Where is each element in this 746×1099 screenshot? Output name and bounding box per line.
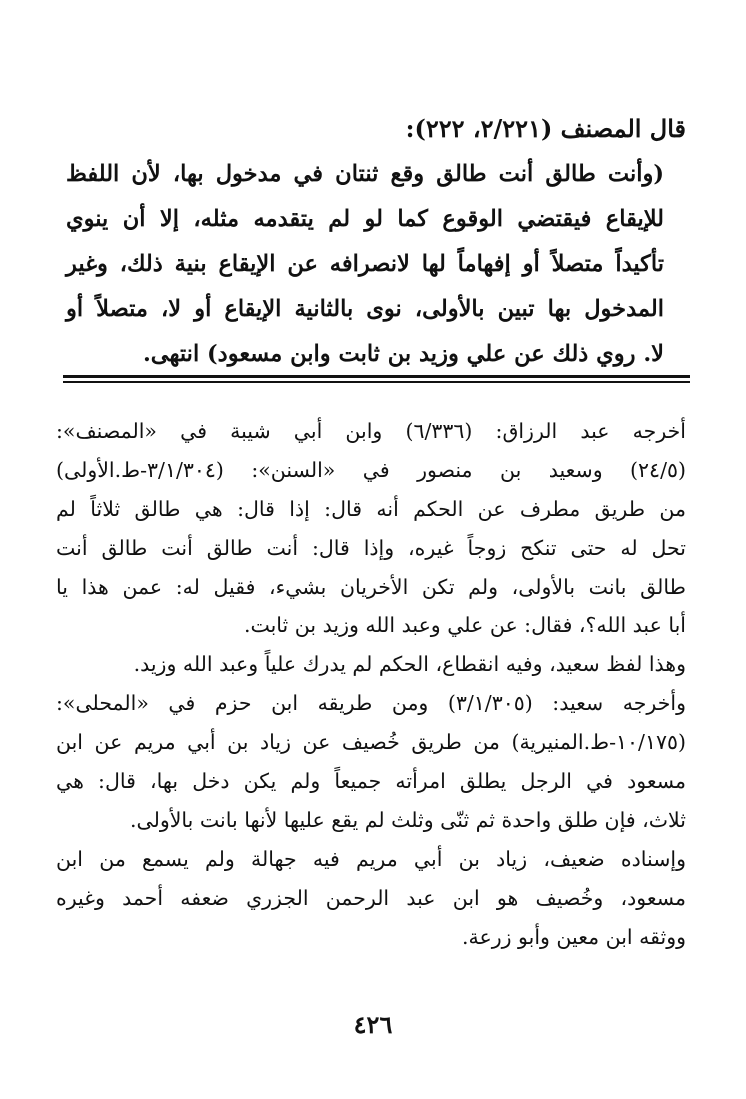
section-heading: قال المصنف (٢/٢٢١، ٢٢٢): (405, 114, 686, 143)
commentary-line: وأخرجه سعيد: (٣/١/٣٠٥) ومن طريقه ابن حزم في «المحلى»: (56, 691, 686, 716)
quote-line: المدخول بها تبين بالأولى، نوى بالثانية الإيقاع أو لا، متصلاً أو (66, 296, 664, 322)
commentary-line: تحل له حتى تنكح زوجاً غيره، وإذا قال: أنت طالق أنت طالق أنت (56, 535, 686, 560)
double-rule-thick (63, 375, 690, 378)
page-number: ٤٢٦ (353, 1010, 393, 1039)
commentary-line: (٢٤/٥) وسعيد بن منصور في «السنن»: (٣/١/٣٠٤-ط.الأولى) (56, 457, 686, 482)
commentary-line: أخرجه عبد الرزاق: (٦/٣٣٦) وابن أبي شيبة في «المصنف»: (56, 419, 687, 443)
commentary-line: (١٠/١٧٥-ط.المنيرية) من طريق خُصيف عن زياد بن أبي مريم عن ابن (56, 730, 686, 755)
quote-line: للإيقاع فيقتضي الوقوع كما لو لم يتقدمه مثله، إلا أن ينوي (66, 206, 664, 232)
commentary-line: طالق بانت بالأولى، ولم تكن الأخريان بشيء، فقيل له: عمن هذا يا (56, 574, 686, 599)
commentary-line: وإسناده ضعيف، زياد بن أبي مريم فيه جهالة ولم يسمع من ابن (56, 846, 686, 871)
quote-line: تأكيداً متصلاً أو إفهاماً لها لانصرافه عن الإيقاع بنية ذلك، وغير (66, 251, 664, 277)
quoted-text-block (66, 152, 664, 377)
commentary-block (56, 412, 686, 956)
commentary-line: مسعود، وخُصيف هو ابن عبد الرحمن الجزري ضعفه أحمد وغيره (56, 885, 686, 910)
commentary-line: ووثقه ابن معين وأبو زرعة. (461, 924, 686, 949)
commentary-line: مسعود في الرجل يطلق امرأته جميعاً ولم يكن دخل بها، قال: هي (56, 769, 686, 794)
quote-line: (وأنت طالق أنت طالق وقع ثنتان في مدخول بها، لأن اللفظ (66, 161, 664, 187)
commentary-line: وهذا لفظ سعيد، وفيه انقطاع، الحكم لم يدرك علياً وعبد الله وزيد. (133, 652, 686, 677)
commentary-line: من طريق مطرف عن الحكم أنه قال: إذا قال: هي طالق ثلاثاً لم (56, 496, 686, 521)
double-rule-thin (63, 381, 690, 383)
commentary-line: ثلاث، فإن طلق واحدة ثم ثنّى وثلث لم يقع عليها لأنها بانت بالأولى. (129, 807, 686, 832)
commentary-line: أبا عبد الله؟، فقال: عن علي وعبد الله وزيد بن ثابت. (243, 613, 686, 638)
quote-line: لا. روي ذلك عن علي وزيد بن ثابت وابن مسعود) انتهى. (142, 341, 664, 367)
